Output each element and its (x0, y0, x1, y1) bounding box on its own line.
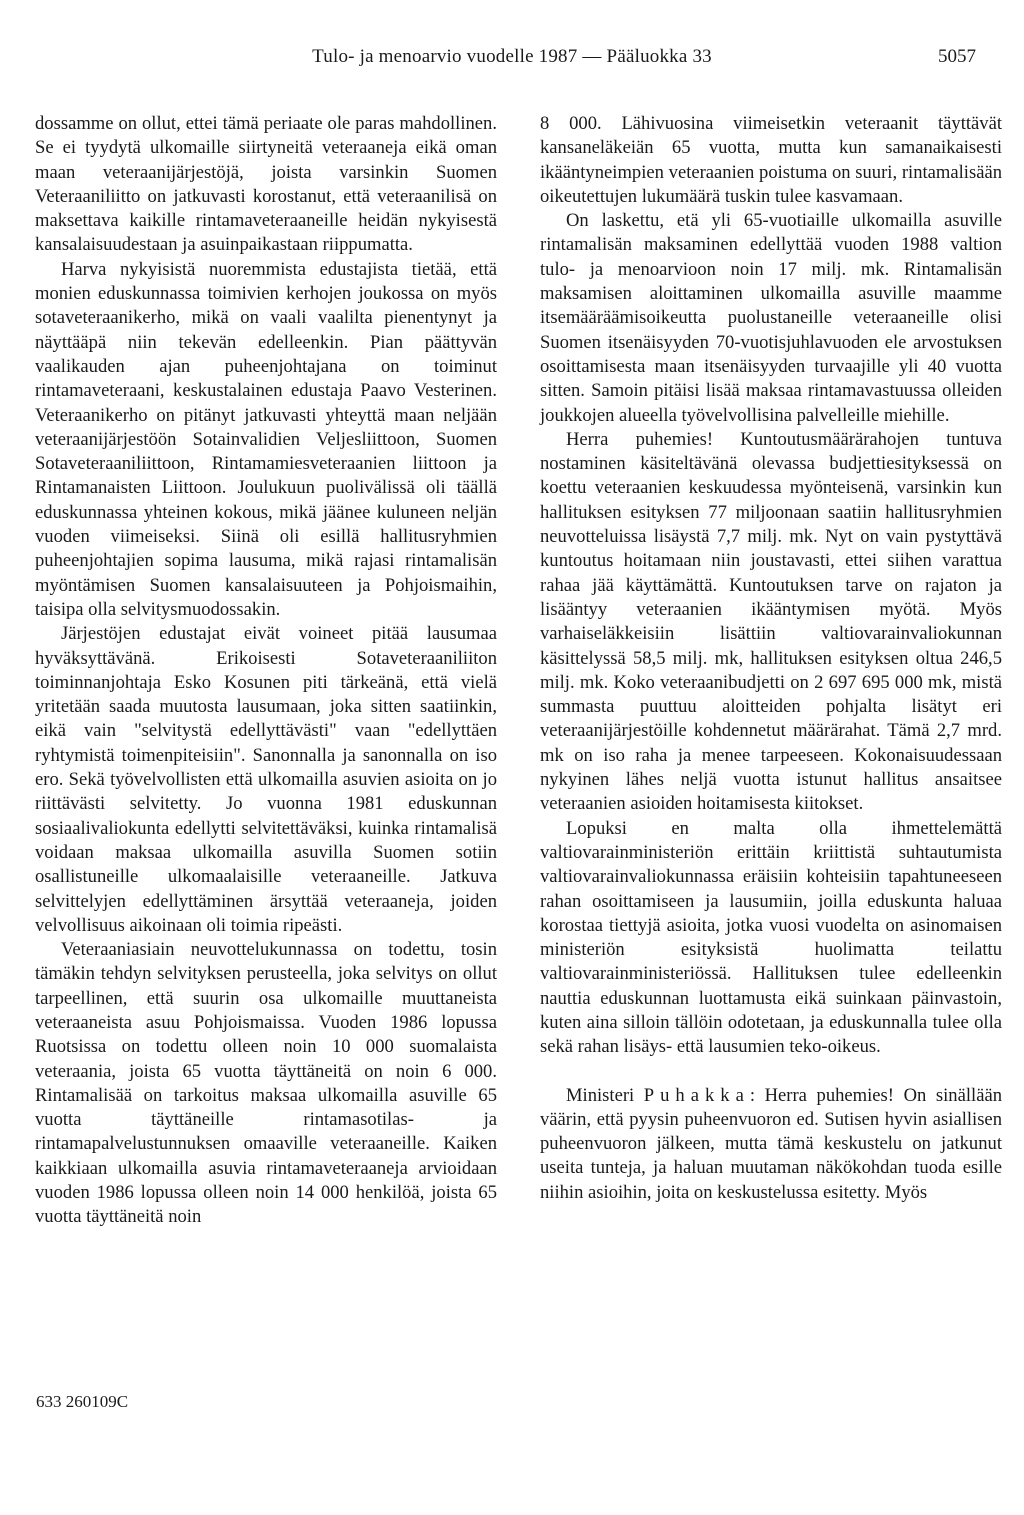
right-paragraph-2: On laskettu, etä yli 65-vuotiaille ulkomailla asuville rintamalisän maksaminen edellyttää vuoden 1988 valtion tulo- ja menoarvioon noin 17 milj. mk. Rintamalisän maksamisen aloittaminen ulkomailla asuville maamme itsemääräämisoikeutta puolustaneille veteraaneille olisi Suomen itsenäisyyden 70-vuotisjuhlavuoden ele arvostuksen osoittamisesta maan itsenäisyyden turvaajille yli 40 vuotta sitten. Samoin pitäisi lisää maksaa rintamavastuussa olleiden joukkojen alueella työvelvollisina palvelleille miehille. (540, 210, 1002, 426)
speech-text: Herra puhemies! On sinällään väärin, että pyysin puheenvuoron ed. Sutisen hyvin asiallisen puheenvuoron jälkeen, mutta tämä keskustelu on jatkunut useita tunteja, ja haluan muutaman näkökohdan tuoda esille niihin asioihin, joita on keskustelussa esitetty. Myös (540, 1084, 1002, 1203)
left-paragraph-3: Järjestöjen edustajat eivät voineet pitää lausumaa hyväksyttävänä. Erikoisesti Sotaveteraaniliiton toiminnanjohtaja Esko Kosunen piti tärkeänä, että vielä yritetään saada muutosta lausumaan, joka sitten saatiinkin, eikä vain "selvitystä edellyttävästi" vaan "edellyttäen ryhtymistä toimenpiteisiin". Sanonnalla ja sanonnalla on iso ero. Sekä työvelvollisten että ulkomailla asuvien asioita on jo riittävästi selvitetty. Jo vuonna 1981 eduskunnan sosiaalivaliokunta edellytti selvitettäväksi, kuinka rintamalisä voidaan maksaa ulkomailla asuvilla Suomen sotiin osallistuneille ulkomaalaisille veteraaneille. Jatkuva selvittelyjen edellyttäminen ärsyttää veteraaneja, joiden velvollisuus aikoinaan oli toimia ripeästi. (35, 623, 497, 936)
speaker-name: Puhakka (643, 1084, 750, 1106)
speech-colon: : (749, 1084, 765, 1106)
right-column (540, 112, 1002, 1205)
minister-speech-paragraph (540, 1084, 1002, 1205)
right-paragraph-1: 8 000. Lähivuosina viimeisetkin veteraanit täyttävät kansaneläkeiän 65 vuotta, mutta kun samanaikaisesti ikääntyneimpien veteraanien poistuma on suuri, rintamalisään oikeutettujen lukumäärä tuskin tulee kasvamaan. (540, 113, 1002, 207)
page-header (0, 46, 1024, 76)
left-paragraph-2: Harva nykyisistä nuoremmista edustajista tietää, että monien eduskunnassa toimivien kerhojen joukossa on myös sotaveteraanikerho, mikä on vaali vaalilta pienentynyt ja näyttääpä niin tekevän edelleenkin. Pian päättyvän vaalikauden ajan puheenjohtajana on toiminut rintamaveteraani, keskustalainen edustaja Paavo Vesterinen. Veteraanikerho on pitänyt jatkuvasti yhteyttä maan neljään veteraanijärjestöön Sotainvalidien Veljesliittoon, Suomen Sotaveteraaniliittoon, Rintamamiesveteraanien liittoon ja Rintamanaisten Liittoon. Joulukuun puolivälissä oli täällä eduskunnassa yhteinen kokous, mikä jäänee kuluneen neljän vuoden viimeiseksi. Siinä oli esillä hallitusryhmien puheenjohtajien sopima lausuma, mikä rajasi rintamalisän myöntämisen Suomen kansalaisuuteen ja Pohjoismaihin, taisipa olla selvitysmuodossakin. (35, 258, 497, 620)
footer-print-code: 633 260109C (36, 1392, 129, 1411)
right-paragraph-3: Herra puhemies! Kuntoutusmäärärahojen tuntuva nostaminen käsiteltävänä olevassa budjettiesityksessä on koettu veteraanien keskuudessa myönteisenä, varsinkin kun hallituksen esityksen 77 miljoonaan saatiin hallitusryhmien neuvotteluissa lisäystä 7,7 milj. mk. Nyt on vain pystyttävä kuntoutus hoitamaan niin joustavasti, ettei siihen varattua rahaa jää käyttämättä. Kuntoutuksen tarve on rajaton ja lisääntyy veteraanien ikääntymisen myötä. Myös varhaiseläkkeisiin lisättiin valtiovarainvaliokunnan käsittelyssä 58,5 milj. mk, hallituksen esityksen oltua 246,5 milj. mk. Koko veteraanibudjetti on 2 697 695 000 mk, mistä summasta puuttuu aloitteiden pohjalta lisätyt eri veteraanijärjestöille kohdennetut määrärahat. Tämä 2,7 mrd. mk on iso raha ja menee tarpeeseen. Kokonaisuudessaan nykyinen lähes neljä vuotta istunut hallitus ansaitsee veteraanien asioiden hoitamisesta kiitokset. (540, 428, 1002, 815)
speech-prefix: Ministeri (566, 1084, 644, 1106)
right-paragraph-4: Lopuksi en malta olla ihmettelemättä valtiovarainministeriön erittäin kriittistä suhtautumista valtiovarainvaliokunnassa eräisiin kohteisiin tapahtuneeseen rahan osoittamiseen ja lausumiin, joilla eduskunta haluaa korostaa tiettyjä asioita, jotka vuosi vuodelta on asinomaisen ministeriön esityksistä huolimatta teilattu valtiovarainministeriössä. Hallituksen tulee edelleenkin nauttia eduskunnan luottamusta eikä suinkaan päinvastoin, kuten aina silloin tällöin odotetaan, ja eduskunnalla tulee olla sekä rahan lisäys- että lausumien teko-oikeus. (540, 817, 1002, 1058)
left-paragraph-4: Veteraaniasiain neuvottelukunnassa on todettu, tosin tämäkin tehdyn selvityksen perusteella, joka selvitys on ollut tarpeellinen, että suurin osa ulkomaille muuttaneista veteraaneista asuu Pohjoismaissa. Vuoden 1986 lopussa Ruotsissa on todettu olleen noin 10 000 suomalaista veteraania, joista 65 vuotta täyttäneitä on noin 6 000. Rintamalisää on tarkoitus maksaa ulkomailla asuville 65 vuotta täyttäneille rintamasotilas- ja rintamapalvelustunnuksen omaaville veteraaneille. Kaiken kaikkiaan ulkomailla asuvia rintamaveteraaneja arvioidaan vuoden 1986 lopussa olleen noin 14 000 henkilöä, joista 65 vuotta täyttäneitä noin (35, 939, 497, 1228)
page-number: 5057 (938, 46, 976, 67)
running-header-title: Tulo- ja menoarvio vuodelle 1987 — Pääluokka 33 (312, 46, 712, 67)
left-paragraph-1: dossamme on ollut, ettei tämä periaate ole paras mahdollinen. Se ei tyydytä ulkomaille siirtyneitä veteraaneja eikä oman maan veteraanijärjestöjä, joista varsinkin Suomen Veteraaniliitto on jatkuvasti korostanut, että veteraanilisä on maksettava kaikille rintamaveteraaneille heidän nykyisestä kansalaisuudestaan ja asuinpaikastaan riippumatta. (35, 113, 497, 256)
left-column (35, 112, 497, 1230)
